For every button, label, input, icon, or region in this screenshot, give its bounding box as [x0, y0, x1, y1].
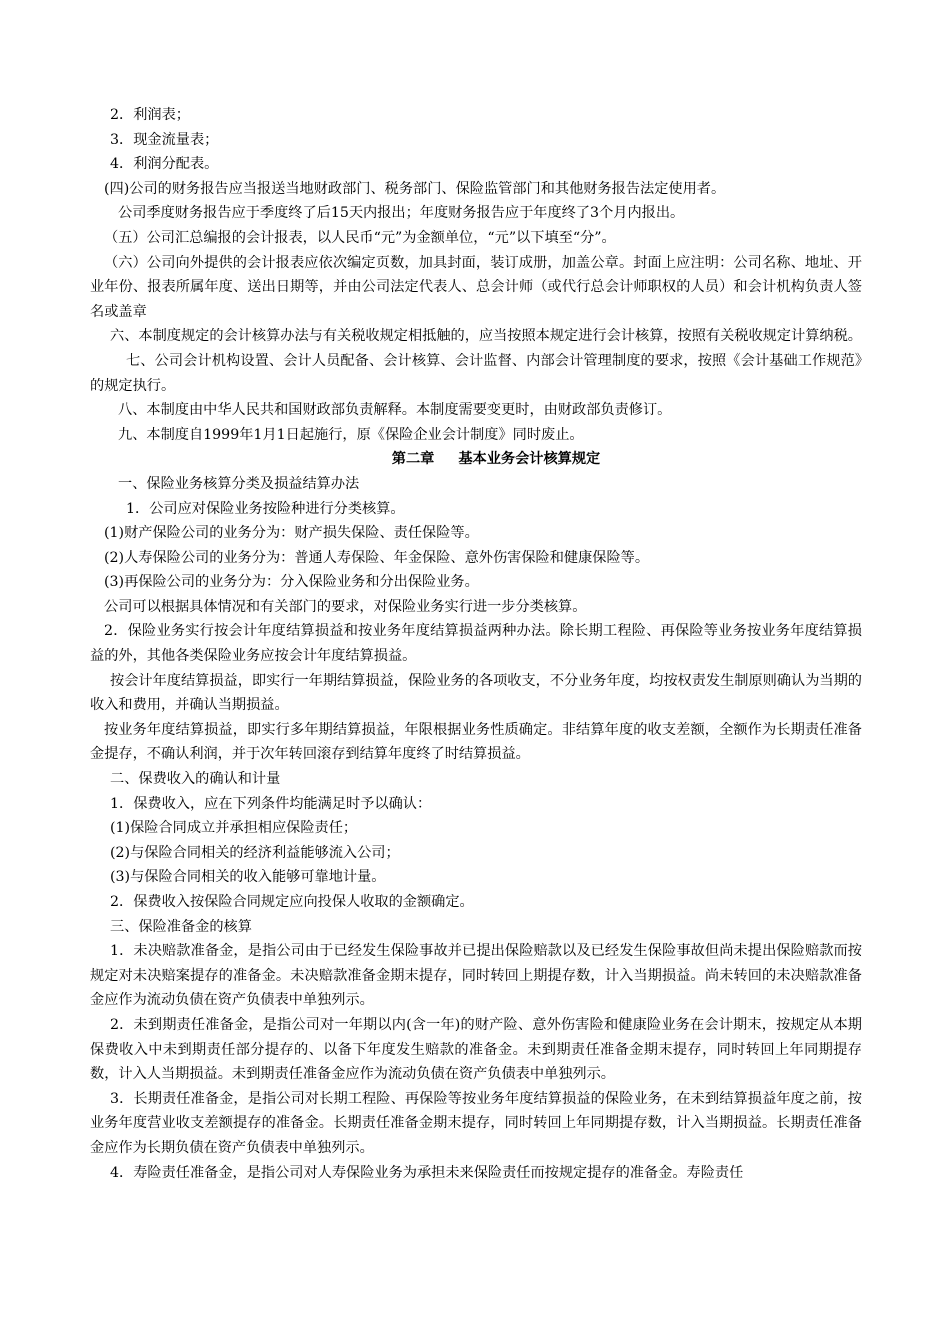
- paragraph-unearned-premium-reserve: 2．未到期责任准备金，是指公司对一年期以内(含一年)的财产险、意外伤害险和健康险业务在会计期末，按规定从本期保费收入中未到期责任部分提存的、以备下年度发生赔款的准备金。未到期责任准备金期末提存，同时转回上年同期提存数，计入人当期损益。未到期责任准备金应作为流动负债在资产负债表中单独列示。: [90, 1016, 862, 1083]
- paragraph-report-deadlines: 公司季度财务报告应于季度终了后15天内报出；年度财务报告应于年度终了3个月内报出。: [118, 205, 685, 222]
- paragraph-business-year-settlement: 按业务年度结算损益，即实行多年期结算损益，年限根据业务性质确定。非结算年度的收支差额，全额作为长期责任准备金提存，不确认利润，并于次年转回滚存到结算年度终了时结算损益。: [90, 721, 862, 763]
- paragraph-outstanding-claims-reserve: 1．未决赔款准备金，是指公司由于已经发生保险事故并已提出保险赔款以及已经发生保险事故但尚未提出保险赔款而按规定对未决赔案提存的准备金。未决赔款准备金期末提存，同时转回上期提存数，计入当期损益。尚未转回的未决赔款准备金应作为流动负债在资产负债表中单独列示。: [90, 943, 862, 1009]
- paragraph-settlement-methods: 2．保险业务实行按会计年度结算损益和按业务年度结算损益两种办法。除长期工程险、再保险等业务按业务年度结算损益的外，其他各类保险业务应按会计年度结算损益。: [90, 623, 862, 665]
- section-heading-reserves: 三、保险准备金的核算: [110, 918, 252, 935]
- list-item-contract-established: (1)保险合同成立并承担相应保险责任；: [110, 820, 358, 837]
- paragraph-interpretation: 八、本制度由中华人民共和国财政部负责解释。本制度需要变更时，由财政部负责修订。: [118, 402, 672, 419]
- chapter-title: 基本业务会计核算规定: [458, 451, 601, 468]
- list-item-life-insurance: (2)人寿保险公司的业务分为：普通人寿保险、年金保险、意外伤害保险和健康保险等。: [104, 549, 650, 566]
- list-item-reinsurance: (3)再保险公司的业务分为：分入保险业务和分出保险业务。: [104, 574, 479, 591]
- list-item-profit-distribution: 4．利润分配表。: [110, 156, 219, 173]
- paragraph-premium-conditions: 1．保费收入，应在下列条件均能满足时予以确认：: [110, 795, 432, 812]
- section-heading-classification: 一、保险业务核算分类及损益结算办法: [118, 475, 360, 492]
- paragraph-long-term-reserve: 3．长期责任准备金，是指公司对长期工程险、再保险等按业务年度结算损益的保险业务，在未到结算损益年度之前，按业务年度营业收支差额提存的准备金。长期责任准备金期末提存，同时转回上年同期提存数，计入当期损益。长期责任准备金应作为长期负债在资产负债表中单独列示。: [90, 1090, 862, 1156]
- paragraph-effective-date: 九、本制度自1999年1月1日起施行，原《保险企业会计制度》同时废止。: [118, 426, 584, 443]
- paragraph-report-cover: （六）公司向外提供的会计报表应依次编定页数，加具封面，装订成册，加盖公章。封面上应注明：公司名称、地址、开业年份、报表所属年度、送出日期等，并由公司法定代表人、总会计师（或代行总会计师职权的人员）和会计机构负责人签名或盖章: [90, 254, 862, 320]
- paragraph-accounting-organization: 七、公司会计机构设置、会计人员配备、会计核算、会计监督、内部会计管理制度的要求，按照《会计基础工作规范》的规定执行。: [90, 352, 862, 394]
- paragraph-life-reserve: 4．寿险责任准备金，是指公司对人寿保险业务为承担未来保险责任而按规定提存的准备金。寿险责任: [110, 1164, 744, 1181]
- paragraph-further-classification: 公司可以根据具体情况和有关部门的要求，对保险业务实行进一步分类核算。: [104, 598, 587, 615]
- document-page: [90, 103, 862, 1185]
- chapter-heading: [90, 447, 862, 472]
- paragraph-classify-by-type: 1．公司应对保险业务按险种进行分类核算。: [126, 500, 405, 517]
- paragraph-report-recipients: (四)公司的财务报告应当报送当地财政部门、税务部门、保险监管部门和其他财务报告法定使用者。: [104, 180, 726, 197]
- list-item-economic-benefit: (2)与保险合同相关的经济利益能够流入公司；: [110, 844, 400, 861]
- section-heading-premium: 二、保费收入的确认和计量: [110, 771, 281, 788]
- list-item-income-statement: 2．利润表；: [110, 107, 190, 123]
- list-item-cash-flow-statement: 3．现金流量表；: [110, 131, 219, 148]
- paragraph-currency-unit: （五）公司汇总编报的会计报表，以人民币“元”为金额单位，“元”以下填至“分”。: [104, 229, 616, 246]
- list-item-reliable-measure: (3)与保险合同相关的收入能够可靠地计量。: [110, 869, 386, 886]
- paragraph-tax-conflict: 六、本制度规定的会计核算办法与有关税收规定相抵触的，应当按照本规定进行会计核算，按照有关税收规定计算纳税。: [110, 328, 862, 345]
- list-item-property-insurance: (1)财产保险公司的业务分为：财产损失保险、责任保险等。: [104, 525, 479, 542]
- chapter-number: 第二章: [391, 451, 435, 468]
- paragraph-annual-settlement: 按会计年度结算损益，即实行一年期结算损益，保险业务的各项收支，不分业务年度，均按权责发生制原则确认为当期的收入和费用，并确认当期损益。: [90, 672, 862, 714]
- paragraph-premium-amount: 2．保费收入按保险合同规定应向投保人收取的金额确定。: [110, 894, 474, 910]
